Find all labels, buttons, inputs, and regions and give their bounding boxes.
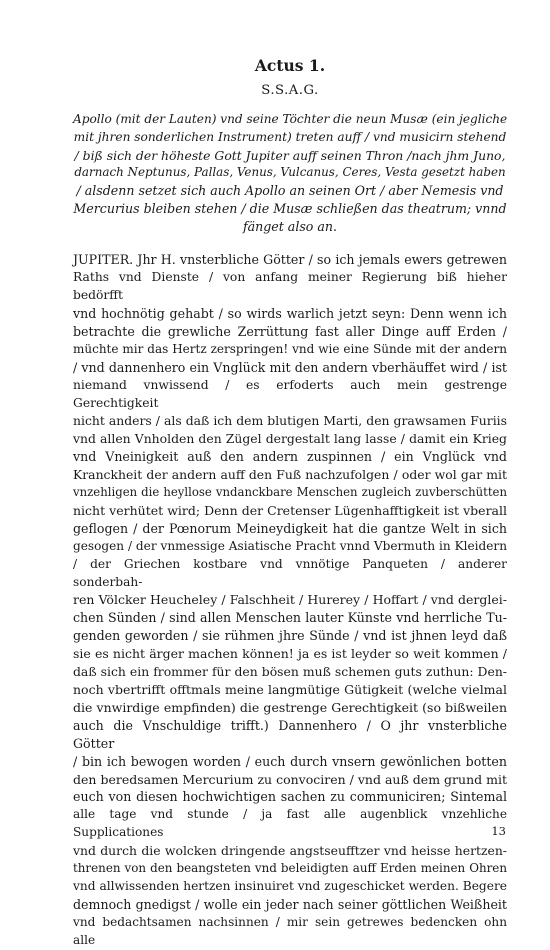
body-line: die vnwirdige empfinden) die gestrenge Gerechtigkeit (so bißweilen bbox=[73, 699, 507, 715]
body-line: vnd allen Vnholden den Zügel dergestalt lang lasse / damit ein Krieg bbox=[73, 431, 507, 447]
body-line: Kranckheit der andern auff den Fuß nachzufolgen / oder wol gar mit bbox=[73, 467, 507, 483]
body-line: ren Völcker Heucheley / Falschheit / Hurerey / Hoffart / vnd derglei- bbox=[73, 592, 507, 608]
body-line: vnd durch die wolcken dringende angstseufftzer vnd heisse hertzen- bbox=[73, 843, 507, 859]
body-line: noch vbertrifft offtmals meine langmütige Gütigkeit (welche vielmal bbox=[73, 682, 507, 697]
body-text bbox=[73, 251, 507, 949]
body-line: / vnd dannenhero ein Vnglück mit den andern vberhäuffet wird / ist bbox=[73, 359, 507, 375]
body-line: chen Sünden / sind allen Menschen lauter Künste vnd herrliche Tu- bbox=[73, 610, 507, 626]
stage-direction bbox=[73, 111, 507, 235]
body-line: vnd Vneinigkeit auß den andern zuspinnen / ein Vnglück vnd bbox=[73, 449, 507, 465]
body-line: vnd allwissenden hertzen insinuiret vnd zugeschicket werden. Begere bbox=[73, 878, 507, 893]
body-line: demnoch gnedigst / wolle ein jeder nach seiner göttlichen Weißheit bbox=[73, 896, 507, 912]
stage-line: Mercurius bleiben stehen / die Musæ schließen das theatrum; vnnd bbox=[73, 200, 507, 216]
body-line: auch die Vnschuldige trifft.) Dannenhero / O jhr vnsterbliche Götter bbox=[73, 717, 507, 751]
act-subtitle: S.S.A.G. bbox=[261, 83, 319, 98]
body-line: / bin ich bewogen worden / euch durch vnsern gewönlichen botten bbox=[73, 753, 507, 769]
body-line: vnzehligen die heyllose vndanckbare Menschen zugleich zuvberschütten bbox=[73, 485, 507, 500]
body-line: müchte mir das Hertz zerspringen! vnd wie eine Sünde mit der andern bbox=[73, 341, 507, 356]
stage-line: darnach Neptunus, Pallas, Venus, Vulcanus, Ceres, Vesta gesetzt haben bbox=[74, 165, 506, 180]
body-line: genden geworden / sie rühmen jhre Sünde / vnd ist jhnen leyd daß bbox=[73, 628, 507, 644]
stage-line: mit jhren sonderlichen Instrument) treten auff / vnd musicirn stehend bbox=[73, 129, 507, 144]
stage-line: / alsdenn setzet sich auch Apollo an seinen Ort / aber Nemesis vnd bbox=[76, 183, 504, 198]
body-line: geflogen / der Pœnorum Meineydigkeit hat die gantze Welt in sich bbox=[73, 520, 507, 536]
body-line: betrachte die grewliche Zerrüttung fast aller Dinge auff Erden / bbox=[73, 323, 507, 339]
body-line: den beredsamen Mercurium zu convociren / vnd auß dem grund mit bbox=[73, 771, 507, 787]
body-line: daß sich ein frommer für den bösen muß schemen guts zuthun: Den- bbox=[73, 664, 507, 680]
body-line: / der Griechen kostbare vnd vnnötige Panqueten / anderer sonderbah- bbox=[73, 556, 507, 589]
body-line: gesogen / der vnmessige Asiatische Pracht vnnd Vbermuth in Kleidern bbox=[73, 538, 507, 553]
body-line: nicht verhütet wird; Denn der Cretenser Lügenhafftigkeit ist vberall bbox=[73, 502, 507, 518]
body-line: JUPITER. Jhr H. vnsterbliche Götter / so ich jemals ewers getrewen bbox=[73, 252, 507, 268]
body-line: niemand vnwissend / es erfoderts auch mein gestrenge Gerechtigkeit bbox=[73, 377, 507, 410]
page-number: 13 bbox=[491, 824, 506, 838]
body-line: Raths vnd Dienste / von anfang meiner Regierung biß hieher bedörfft bbox=[73, 270, 507, 303]
act-title: Actus 1. bbox=[254, 56, 326, 75]
stage-line: / biß sich der höheste Gott Jupiter auff seinen Thron /nach jhm Juno, bbox=[74, 147, 506, 163]
body-line: nicht anders / als daß ich dem blutigen Marti, den grawsamen Furiis bbox=[73, 413, 507, 429]
page-content bbox=[73, 56, 507, 950]
body-line: alle tage vnd stunde / ja fast alle augenblick vnzehliche Supplicationes bbox=[73, 807, 507, 840]
body-line: euch von diesen hochwichtigen sachen zu communiciren; Sintemal bbox=[73, 789, 507, 805]
stage-line: Apollo (mit der Lauten) vnd seine Töchter die neun Musæ (ein jegliche bbox=[73, 112, 508, 126]
body-line: vnd bedachtsamen nachsinnen / mir sein getrewes bedencken ohn alle bbox=[73, 914, 507, 947]
stage-line: fänget also an. bbox=[242, 218, 338, 234]
body-line: sie es nicht ärger machen können! ja es ist leyder so weit kommen / bbox=[73, 646, 507, 662]
body-line: threnen von den beangsteten vnd beleidigten auff Erden meinen Ohren bbox=[73, 861, 507, 876]
body-line: vnd hochnötig gehabt / so wirds warlich jetzt seyn: Denn wenn ich bbox=[73, 305, 507, 321]
